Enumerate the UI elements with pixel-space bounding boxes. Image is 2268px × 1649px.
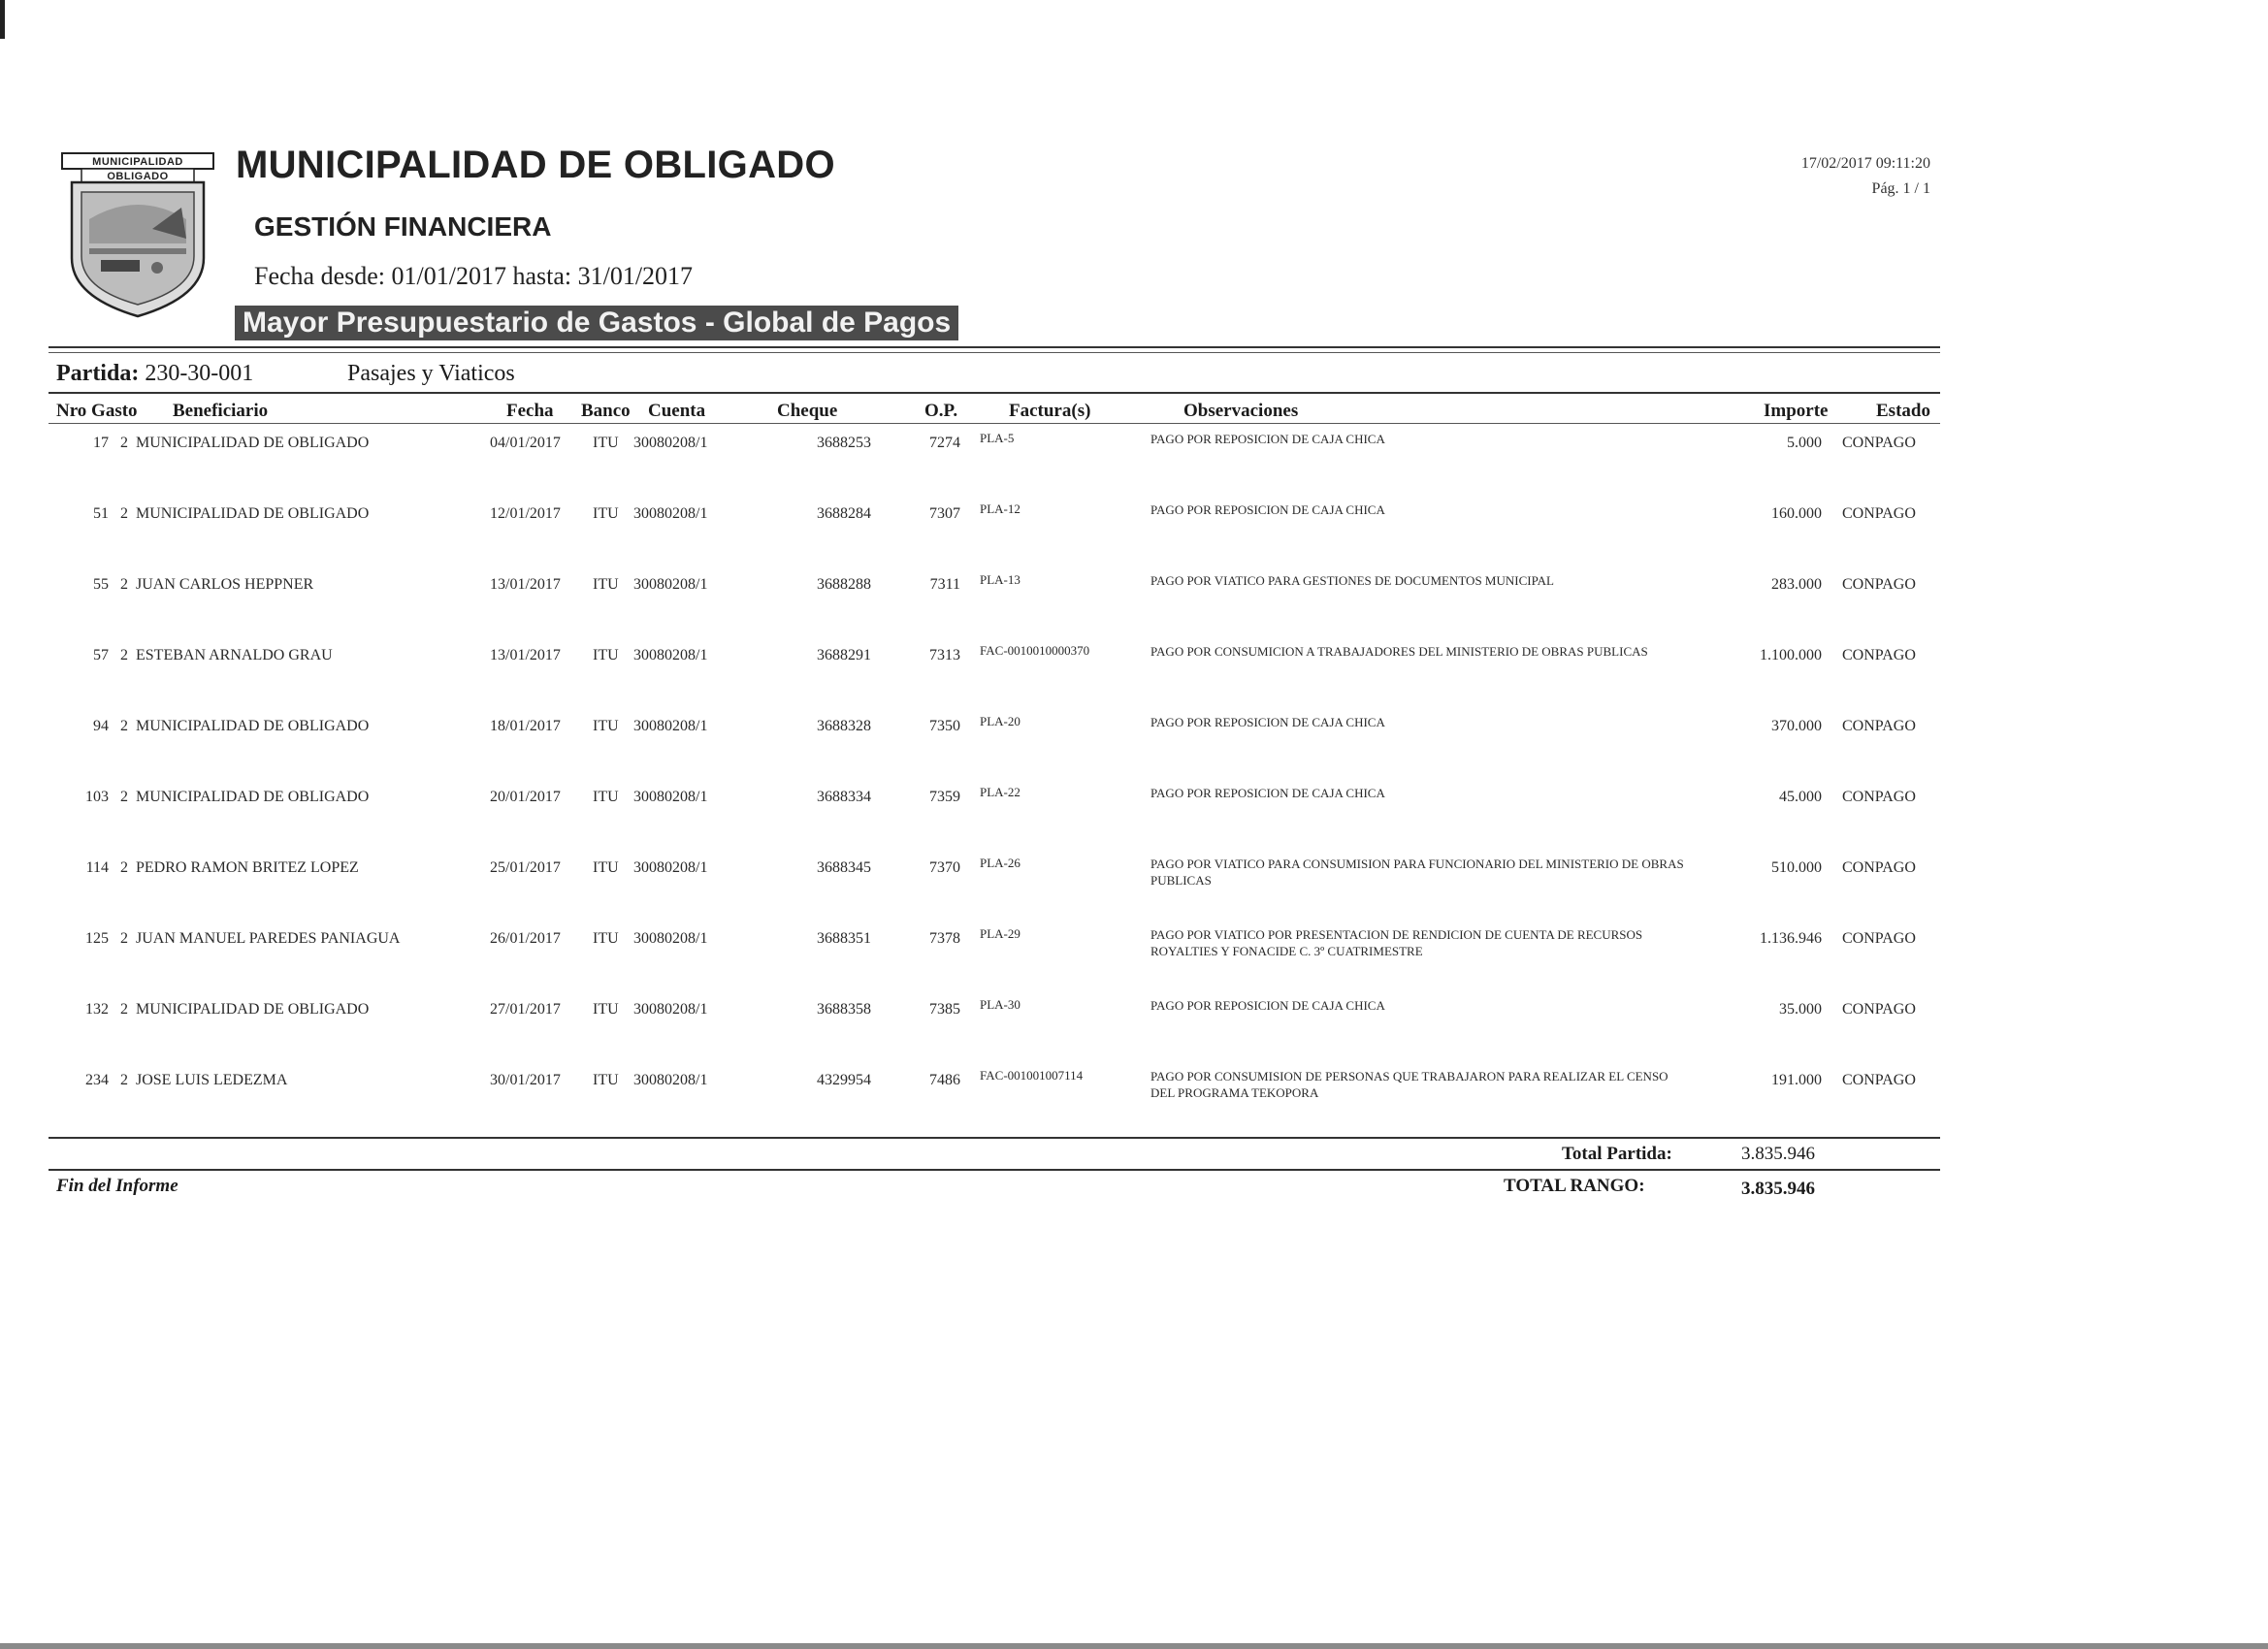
end-of-report: Fin del Informe: [56, 1176, 178, 1196]
row-sub-index: 2: [120, 576, 128, 593]
row-beneficiario: JUAN CARLOS HEPPNER: [136, 576, 314, 593]
row-banco: ITU: [593, 789, 619, 805]
row-nro-gasto: 17: [93, 435, 109, 451]
row-beneficiario: PEDRO RAMON BRITEZ LOPEZ: [136, 859, 359, 876]
row-banco: ITU: [593, 647, 619, 663]
row-factura: FAC-0010010000370: [980, 643, 1090, 658]
row-observaciones: PAGO POR REPOSICION DE CAJA CHICA: [1150, 502, 1385, 517]
row-op: 7486: [929, 1072, 960, 1088]
row-cuenta: 30080208/1: [633, 859, 708, 876]
row-factura: PLA-22: [980, 785, 1021, 799]
col-banco: Banco: [581, 401, 631, 421]
row-op: 7313: [929, 647, 960, 663]
row-factura: PLA-30: [980, 997, 1021, 1012]
row-cheque: 3688288: [817, 576, 871, 593]
report-title: MUNICIPALIDAD DE OBLIGADO: [236, 144, 835, 186]
row-observaciones: PAGO POR REPOSICION DE CAJA CHICA: [1150, 786, 1385, 800]
row-fecha: 27/01/2017: [490, 1001, 561, 1018]
header-rule: [49, 346, 1940, 348]
row-sub-index: 2: [120, 1001, 128, 1018]
row-op: 7378: [929, 930, 960, 947]
row-beneficiario: MUNICIPALIDAD DE OBLIGADO: [136, 789, 370, 805]
row-cheque: 3688253: [817, 435, 871, 451]
row-importe: 45.000: [1779, 789, 1822, 805]
row-factura: PLA-20: [980, 714, 1021, 728]
row-estado: CONPAGO: [1842, 505, 1916, 522]
row-sub-index: 2: [120, 718, 128, 734]
row-importe: 191.000: [1771, 1072, 1822, 1088]
row-importe: 1.136.946: [1760, 930, 1822, 947]
row-sub-index: 2: [120, 647, 128, 663]
row-observaciones: PAGO POR VIATICO PARA GESTIONES DE DOCUMENTOS MUNICIPAL: [1150, 573, 1554, 588]
row-banco: ITU: [593, 718, 619, 734]
row-cuenta: 30080208/1: [633, 435, 708, 451]
row-banco: ITU: [593, 1072, 619, 1088]
row-cuenta: 30080208/1: [633, 930, 708, 947]
row-factura: PLA-26: [980, 856, 1021, 870]
col-cuenta: Cuenta: [648, 401, 706, 421]
row-importe: 510.000: [1771, 859, 1822, 876]
row-fecha: 12/01/2017: [490, 505, 561, 522]
row-cheque: 3688328: [817, 718, 871, 734]
row-fecha: 20/01/2017: [490, 789, 561, 805]
row-cuenta: 30080208/1: [633, 647, 708, 663]
row-importe: 35.000: [1779, 1001, 1822, 1018]
row-cuenta: 30080208/1: [633, 718, 708, 734]
row-banco: ITU: [593, 1001, 619, 1018]
row-banco: ITU: [593, 859, 619, 876]
row-observaciones: PAGO POR VIATICO PARA CONSUMISION PARA FUNCIONARIO DEL MINISTERIO DE OBRAS PUBLICAS: [1150, 857, 1684, 888]
row-sub-index: 2: [120, 859, 128, 876]
col-observaciones: Observaciones: [1183, 401, 1299, 421]
row-cheque: 3688284: [817, 505, 871, 522]
row-estado: CONPAGO: [1842, 576, 1916, 593]
row-beneficiario: MUNICIPALIDAD DE OBLIGADO: [136, 1001, 370, 1018]
col-fecha: Fecha: [506, 401, 554, 421]
print-stamp: [1801, 151, 1930, 202]
row-op: 7370: [929, 859, 960, 876]
row-nro-gasto: 234: [85, 1072, 109, 1088]
col-importe: Importe: [1764, 401, 1829, 421]
row-sub-index: 2: [120, 505, 128, 522]
total-partida-label: Total Partida:: [1562, 1144, 1672, 1164]
date-range: Fecha desde: 01/01/2017 hasta: 31/01/2017: [254, 262, 694, 290]
row-nro-gasto: 103: [85, 789, 109, 805]
row-nro-gasto: 55: [93, 576, 109, 593]
row-beneficiario: JUAN MANUEL PAREDES PANIAGUA: [136, 930, 401, 947]
total-partida-value: 3.835.946: [1741, 1144, 1815, 1164]
row-cuenta: 30080208/1: [633, 576, 708, 593]
row-beneficiario: ESTEBAN ARNALDO GRAU: [136, 647, 333, 663]
row-factura: PLA-13: [980, 572, 1021, 587]
totals-bottom-rule: [49, 1169, 1940, 1171]
row-op: 7274: [929, 435, 960, 451]
report-subtitle: GESTIÓN FINANCIERA: [254, 211, 552, 242]
row-factura: PLA-29: [980, 926, 1021, 941]
row-cuenta: 30080208/1: [633, 505, 708, 522]
row-cuenta: 30080208/1: [633, 1001, 708, 1018]
row-cheque: 3688291: [817, 647, 871, 663]
col-estado: Estado: [1876, 401, 1930, 421]
row-estado: CONPAGO: [1842, 789, 1916, 805]
columns-top-rule: [49, 392, 1940, 394]
logo-label-top: MUNICIPALIDAD: [92, 156, 183, 168]
row-beneficiario: MUNICIPALIDAD DE OBLIGADO: [136, 435, 370, 451]
row-factura: PLA-5: [980, 431, 1015, 445]
row-importe: 1.100.000: [1760, 647, 1822, 663]
row-sub-index: 2: [120, 435, 128, 451]
row-sub-index: 2: [120, 1072, 128, 1088]
row-observaciones: PAGO POR REPOSICION DE CAJA CHICA: [1150, 432, 1385, 446]
col-nro-gasto: Nro Gasto: [56, 401, 138, 421]
row-beneficiario: MUNICIPALIDAD DE OBLIGADO: [136, 505, 370, 522]
row-op: 7385: [929, 1001, 960, 1018]
row-importe: 160.000: [1771, 505, 1822, 522]
row-estado: CONPAGO: [1842, 859, 1916, 876]
row-estado: CONPAGO: [1842, 647, 1916, 663]
row-observaciones: PAGO POR VIATICO POR PRESENTACION DE RENDICION DE CUENTA DE RECURSOS ROYALTIES Y FONACIDE C. 3º CUATRIMESTRE: [1150, 927, 1643, 958]
scan-edge-mark: [0, 0, 5, 39]
row-observaciones: PAGO POR CONSUMICION A TRABAJADORES DEL MINISTERIO DE OBRAS PUBLICAS: [1150, 644, 1648, 659]
totals-top-rule: [49, 1137, 1940, 1139]
row-fecha: 13/01/2017: [490, 576, 561, 593]
col-beneficiario: Beneficiario: [173, 401, 269, 421]
row-nro-gasto: 57: [93, 647, 109, 663]
row-fecha: 13/01/2017: [490, 647, 561, 663]
row-importe: 5.000: [1787, 435, 1822, 451]
total-rango-label: TOTAL RANGO:: [1504, 1176, 1645, 1196]
row-cuenta: 30080208/1: [633, 789, 708, 805]
municipal-coat-of-arms-logo: [60, 151, 215, 322]
row-nro-gasto: 94: [93, 718, 109, 734]
row-fecha: 04/01/2017: [490, 435, 561, 451]
row-banco: ITU: [593, 505, 619, 522]
col-op: O.P.: [924, 401, 958, 421]
col-facturas: Factura(s): [1009, 401, 1091, 421]
row-nro-gasto: 132: [85, 1001, 109, 1018]
row-importe: 370.000: [1771, 718, 1822, 734]
row-fecha: 30/01/2017: [490, 1072, 561, 1088]
row-nro-gasto: 125: [85, 930, 109, 947]
row-cheque: 3688351: [817, 930, 871, 947]
row-op: 7307: [929, 505, 960, 522]
row-op: 7350: [929, 718, 960, 734]
row-importe: 283.000: [1771, 576, 1822, 593]
columns-bottom-rule: [49, 423, 1940, 424]
row-factura: PLA-12: [980, 501, 1021, 516]
row-sub-index: 2: [120, 930, 128, 947]
row-observaciones: PAGO POR REPOSICION DE CAJA CHICA: [1150, 715, 1385, 729]
row-banco: ITU: [593, 930, 619, 947]
partida-heading: [56, 361, 253, 387]
row-estado: CONPAGO: [1842, 718, 1916, 734]
header-rule-thin: [49, 352, 1940, 353]
row-observaciones: PAGO POR CONSUMISION DE PERSONAS QUE TRABAJARON PARA REALIZAR EL CENSO DEL PROGRAMA TEKOPORA: [1150, 1069, 1669, 1100]
row-cheque: 3688345: [817, 859, 871, 876]
row-op: 7311: [929, 576, 960, 593]
row-cheque: 3688334: [817, 789, 871, 805]
partida-label: Partida:: [56, 361, 140, 386]
row-factura: FAC-001001007114: [980, 1068, 1084, 1083]
row-beneficiario: MUNICIPALIDAD DE OBLIGADO: [136, 718, 370, 734]
row-nro-gasto: 51: [93, 505, 109, 522]
row-estado: CONPAGO: [1842, 1001, 1916, 1018]
row-cheque: 4329954: [817, 1072, 871, 1088]
logo-label-bottom: OBLIGADO: [107, 171, 169, 182]
row-fecha: 18/01/2017: [490, 718, 561, 734]
report-banner: Mayor Presupuestario de Gastos - Global de Pagos: [235, 306, 958, 340]
row-estado: CONPAGO: [1842, 435, 1916, 451]
print-timestamp: 17/02/2017 09:11:20: [1800, 155, 1930, 172]
row-banco: ITU: [593, 435, 619, 451]
row-cuenta: 30080208/1: [633, 1072, 708, 1088]
row-sub-index: 2: [120, 789, 128, 805]
row-observaciones: PAGO POR REPOSICION DE CAJA CHICA: [1150, 998, 1385, 1013]
row-fecha: 25/01/2017: [490, 859, 561, 876]
row-estado: CONPAGO: [1842, 930, 1916, 947]
row-op: 7359: [929, 789, 960, 805]
partida-description: Pasajes y Viaticos: [347, 361, 515, 386]
partida-code: 230-30-001: [145, 361, 254, 386]
page-number: Pág. 1 / 1: [1871, 180, 1930, 197]
row-beneficiario: JOSE LUIS LEDEZMA: [136, 1072, 288, 1088]
scan-bottom-edge: [0, 1643, 2268, 1649]
row-cheque: 3688358: [817, 1001, 871, 1018]
total-rango-value: 3.835.946: [1741, 1179, 1815, 1199]
col-cheque: Cheque: [777, 401, 838, 421]
row-nro-gasto: 114: [85, 859, 109, 876]
row-fecha: 26/01/2017: [490, 930, 561, 947]
row-banco: ITU: [593, 576, 619, 593]
row-estado: CONPAGO: [1842, 1072, 1916, 1088]
